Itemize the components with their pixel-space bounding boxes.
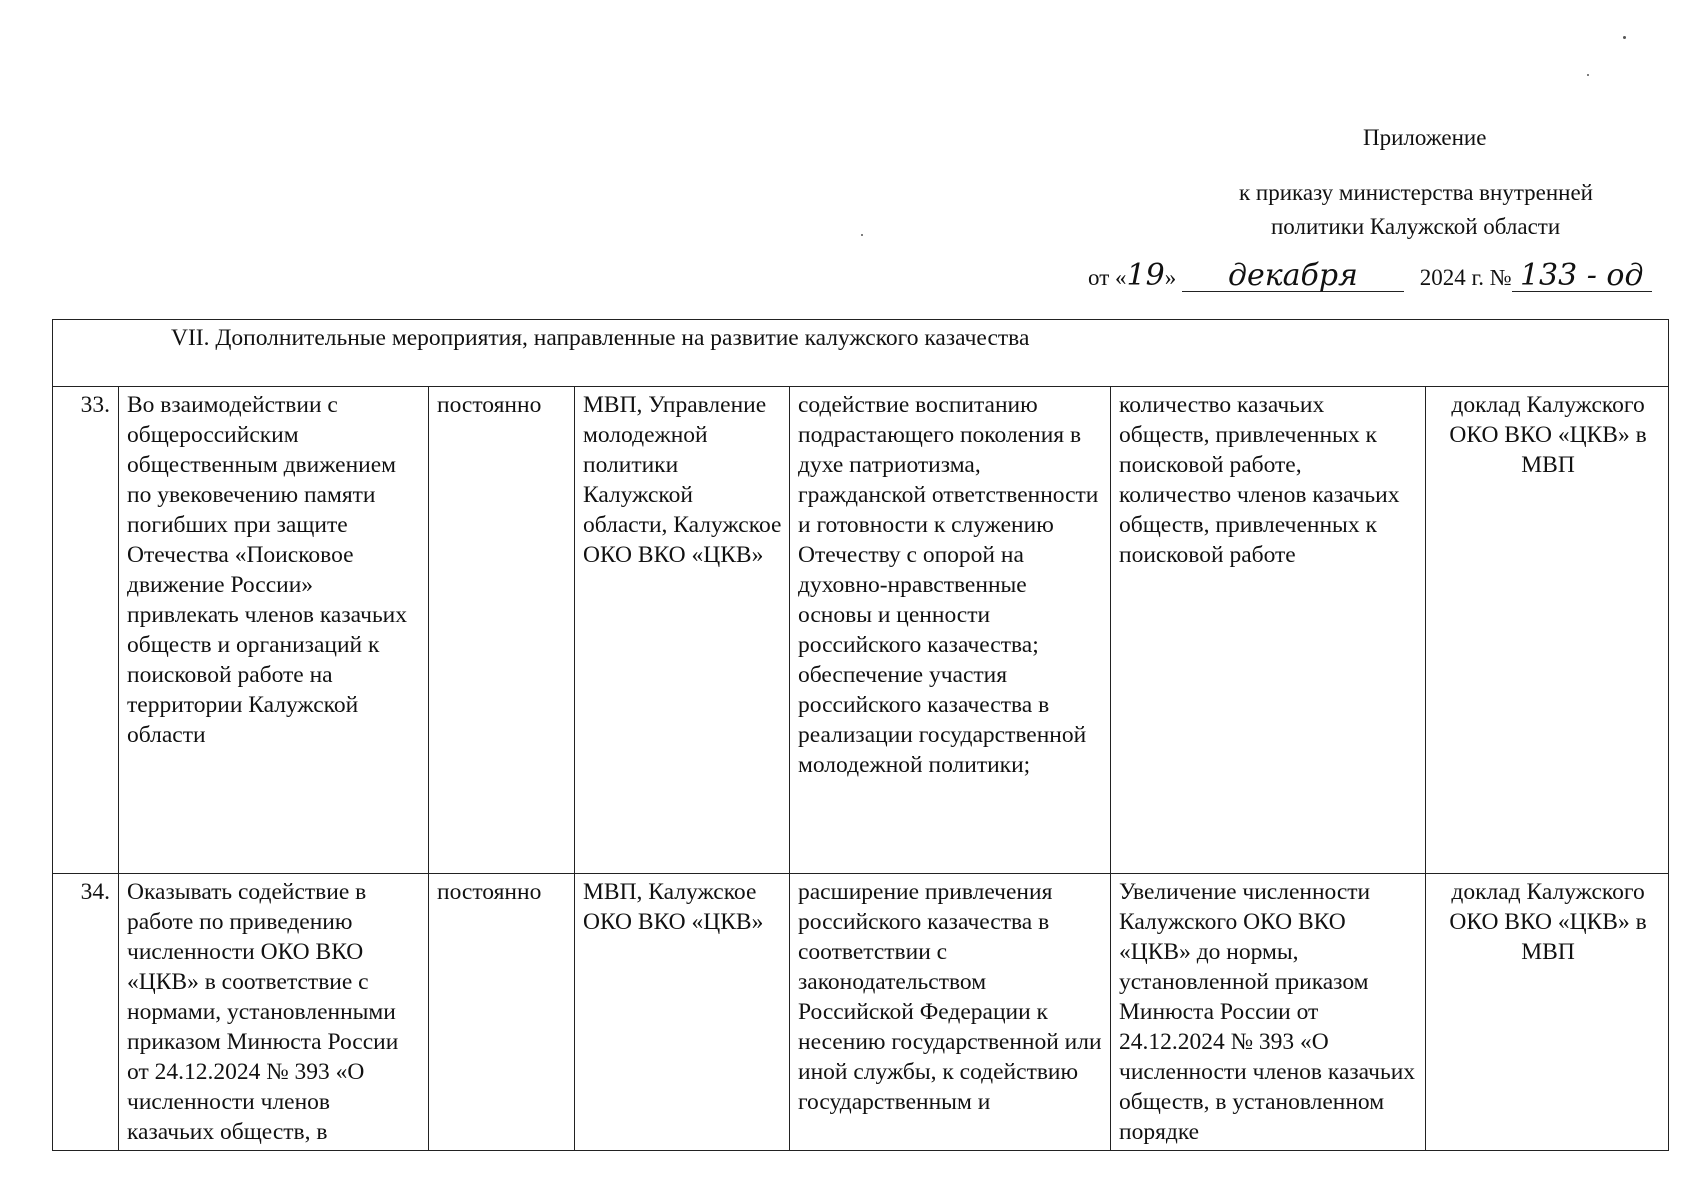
scan-speck (1623, 36, 1626, 39)
measures-table (52, 319, 1669, 1151)
report-cell: доклад Калужского ОКО ВКО «ЦКВ» в МВП (1426, 387, 1669, 874)
scan-speck (861, 234, 863, 236)
indicator-cell: количество казачьих обществ, привлеченных к поисковой работе, количество членов казачьих обществ, привлеченных к поисковой работе (1111, 387, 1426, 874)
indicator-cell: Увеличение численности Калужского ОКО ВКО «ЦКВ» до нормы, установленной приказом Минюста России от 24.12.2024 № 393 «О численности членов казачьих обществ, в установленном порядке (1111, 874, 1426, 1151)
row-number: 34. (53, 874, 119, 1151)
executor-cell: МВП, Калужское ОКО ВКО «ЦКВ» (575, 874, 790, 1151)
table-row (53, 874, 1669, 1151)
section-row (53, 320, 1669, 387)
date-quote-close: » (1164, 265, 1177, 290)
activity-cell: Во взаимодействии с общероссийским общественным движением по увековечению памяти погибших при защите Отечества «Поисковое движение России» привлекать членов казачьих обществ и организаций к поисковой работе на территории Калужской области (119, 387, 429, 874)
section-title: VII. Дополнительные мероприятия, направленные на развитие калужского казачества (53, 320, 1669, 387)
term-cell: постоянно (429, 874, 575, 1151)
order-number: 133 - од (1512, 261, 1652, 292)
order-reference-line1: к приказу министерства внутренней (1239, 180, 1593, 205)
date-month: декабря (1182, 261, 1404, 292)
date-year: 2024 г. № (1419, 265, 1512, 290)
term-cell: постоянно (429, 387, 575, 874)
executor-cell: МВП, Управление молодежной политики Калужской области, Калужское ОКО ВКО «ЦКВ» (575, 387, 790, 874)
activity-cell: Оказывать содействие в работе по приведению численности ОКО ВКО «ЦКВ» в соответствие с нормами, установленными приказом Минюста России от 24.12.2024 № 393 «О численности членов казачьих обществ, в (119, 874, 429, 1151)
report-cell: доклад Калужского ОКО ВКО «ЦКВ» в МВП (1426, 874, 1669, 1151)
date-day: 19 (1126, 258, 1165, 293)
date-prefix: от « (1088, 265, 1127, 290)
result-cell: расширение привлечения российского казачества в соответствии с законодательством Российской Федерации к несению государственной или иной службы, к содействию государственным и (790, 874, 1111, 1151)
table-row (53, 387, 1669, 874)
result-cell: содействие воспитанию подрастающего поколения в духе патриотизма, гражданской ответственности и готовности к служению Отечеству с опорой на духовно-нравственные основы и ценности российского казачества; обеспечение участия российского казачества в реализации государственной молодежной политики; (790, 387, 1111, 874)
row-number: 33. (53, 387, 119, 874)
order-date-line (1088, 259, 1652, 295)
order-reference-line2: политики Калужской области (1271, 214, 1561, 239)
appendix-title: Приложение (1363, 125, 1487, 150)
scan-speck (1587, 74, 1589, 76)
